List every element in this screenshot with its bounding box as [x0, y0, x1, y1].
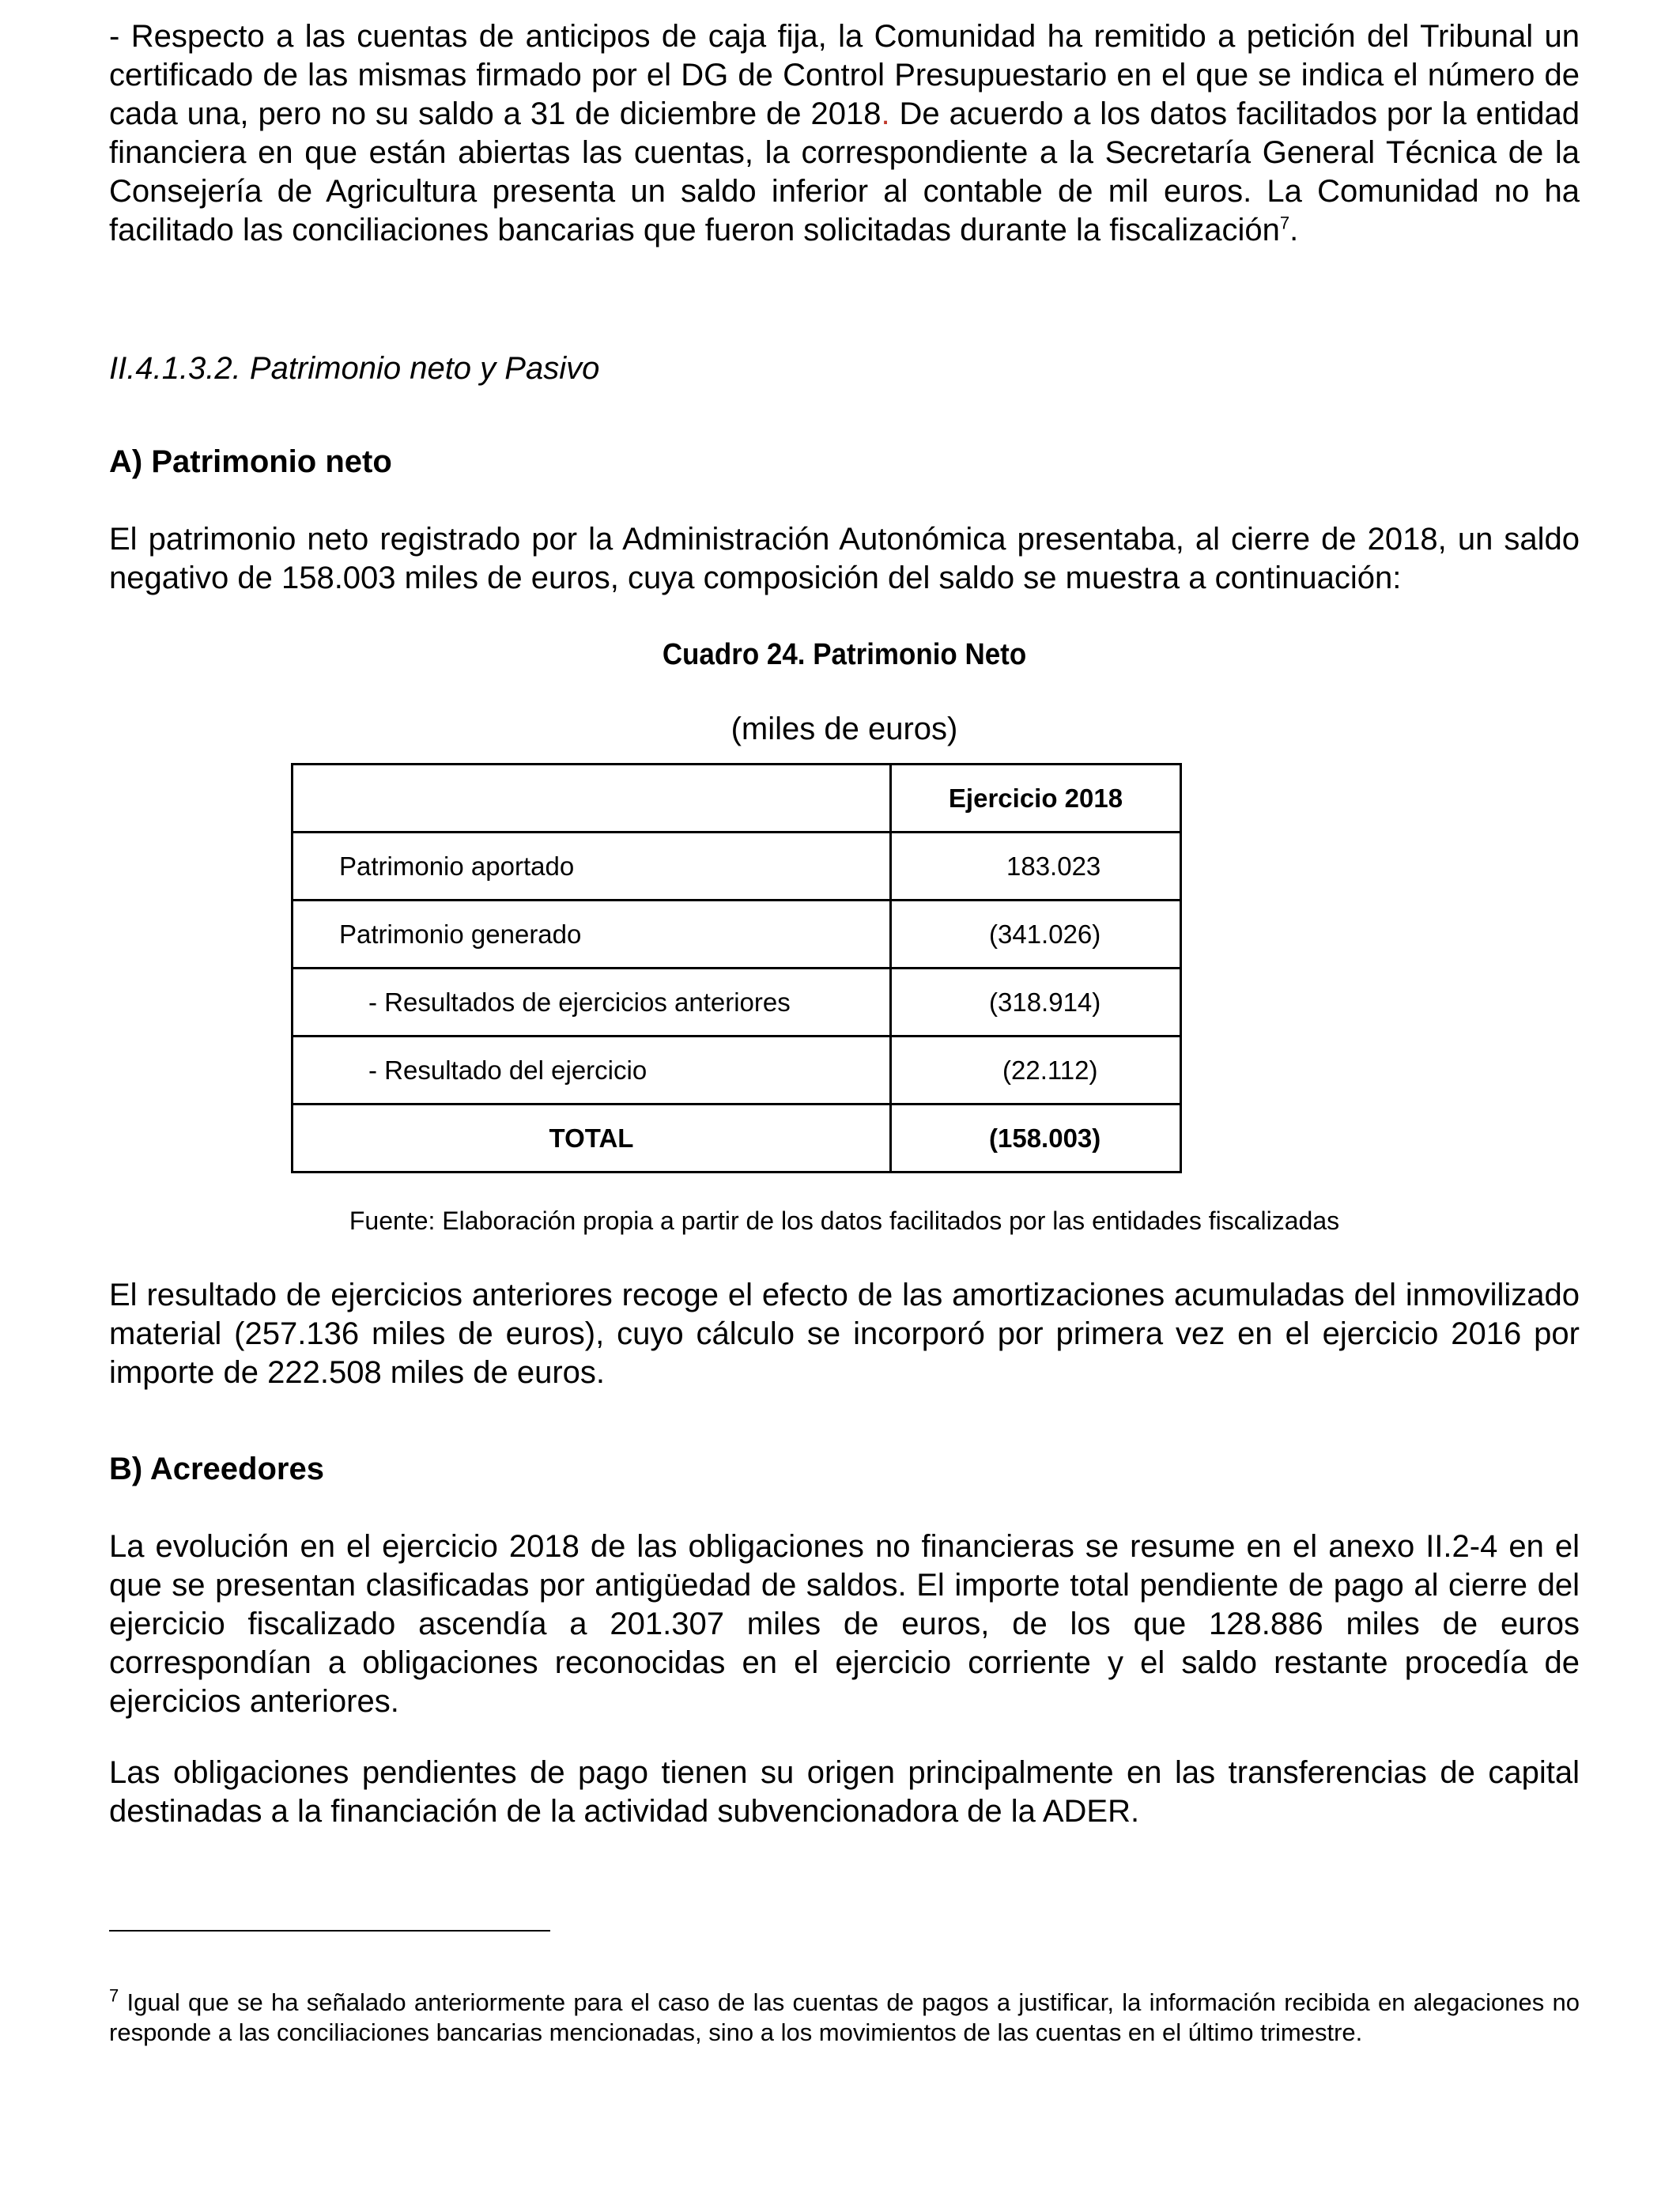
paragraph-anticipos-text-b: De acuerdo a los datos facilitados por la entidad financiera en que están abiertas las cuentas, la correspondiente a la Secretaría General Técnica de la Consejería de Agricultura presenta un saldo inferior al contable de mil euros. La Comunidad no ha facilitado las conciliaciones bancarias que fueron solicitadas durante la fiscalización	[109, 96, 1580, 247]
table-row	[293, 833, 1181, 901]
section-title: II.4.1.3.2. Patrimonio neto y Pasivo	[109, 351, 600, 386]
row-value: (22.112)	[891, 1037, 1181, 1105]
red-period: .	[881, 96, 890, 131]
row-label: Patrimonio generado	[293, 901, 891, 969]
total-value: (158.003)	[891, 1105, 1181, 1173]
paragraph-anticipos-end: .	[1289, 213, 1299, 247]
row-label: - Resultado del ejercicio	[293, 1037, 891, 1105]
total-label: TOTAL	[293, 1105, 891, 1173]
table-source: Fuente: Elaboración propia a partir de los datos facilitados por las entidades fiscalizadas	[349, 1207, 1340, 1235]
table-row	[293, 969, 1181, 1037]
table-total-row	[293, 1105, 1181, 1173]
table-header-empty	[293, 765, 891, 833]
paragraph-pendientes: Las obligaciones pendientes de pago tienen su origen principalmente en las transferencias de capital destinadas a la financiación de la actividad subvencionadora de la ADER.	[109, 1755, 1580, 1829]
footnote-number: 7	[109, 1985, 119, 2006]
footnote	[109, 1985, 1580, 2048]
footnote-reference[interactable]: 7	[1279, 213, 1290, 233]
footnote-text: Igual que se ha señalado anteriormente para el caso de las cuentas de pagos a justificar, la información recibida en alegaciones no responde a las conciliaciones bancarias mencionadas, sino a los movimientos de las cuentas en el último trimestre.	[109, 1988, 1580, 2046]
heading-patrimonio-neto: A) Patrimonio neto	[109, 444, 392, 479]
paragraph-anticipos-text-a: - Respecto a las cuentas de anticipos de caja fija, la Comunidad ha remitido a petición del Tribunal un certificado de las mismas firmado por el DG de Control Presupuestario en el que se indica el número de cada una, pero no su saldo a 31 de diciembre de 2018	[109, 19, 1580, 131]
footnote-separator	[109, 1930, 550, 1932]
table-row	[293, 1037, 1181, 1105]
row-label: Patrimonio aportado	[293, 833, 891, 901]
paragraph-patrimonio: El patrimonio neto registrado por la Administración Autonómica presentaba, al cierre de 2018, un saldo negativo de 158.003 miles de euros, cuya composición del saldo se muestra a continuación:	[109, 522, 1580, 595]
table-subtitle: (miles de euros)	[731, 712, 958, 746]
row-value: (318.914)	[891, 969, 1181, 1037]
paragraph-obligaciones: La evolución en el ejercicio 2018 de las obligaciones no financieras se resume en el anexo II.2-4 en el que se presentan clasificadas por antigüedad de saldos. El importe total pendiente de pago al cierre del ejercicio fiscalizado ascendía a 201.307 miles de euros, de los que 128.886 miles de euros correspondían a obligaciones reconocidas en el ejercicio corriente y el saldo restante procedía de ejercicios anteriores.	[109, 1529, 1580, 1719]
patrimonio-neto-table	[291, 763, 1182, 1173]
paragraph-resultado: El resultado de ejercicios anteriores recoge el efecto de las amortizaciones acumuladas del inmovilizado material (257.136 miles de euros), cuyo cálculo se incorporó por primera vez en el ejercicio 2016 por importe de 222.508 miles de euros.	[109, 1278, 1580, 1390]
table-row	[293, 901, 1181, 969]
paragraph-anticipos	[109, 17, 1580, 250]
table-header-row	[293, 765, 1181, 833]
row-value: (341.026)	[891, 901, 1181, 969]
row-value: 183.023	[891, 833, 1181, 901]
heading-acreedores: B) Acreedores	[109, 1452, 324, 1486]
row-label: - Resultados de ejercicios anteriores	[293, 969, 891, 1037]
table-title: Cuadro 24. Patrimonio Neto	[662, 638, 1027, 671]
table-header-year: Ejercicio 2018	[891, 765, 1181, 833]
